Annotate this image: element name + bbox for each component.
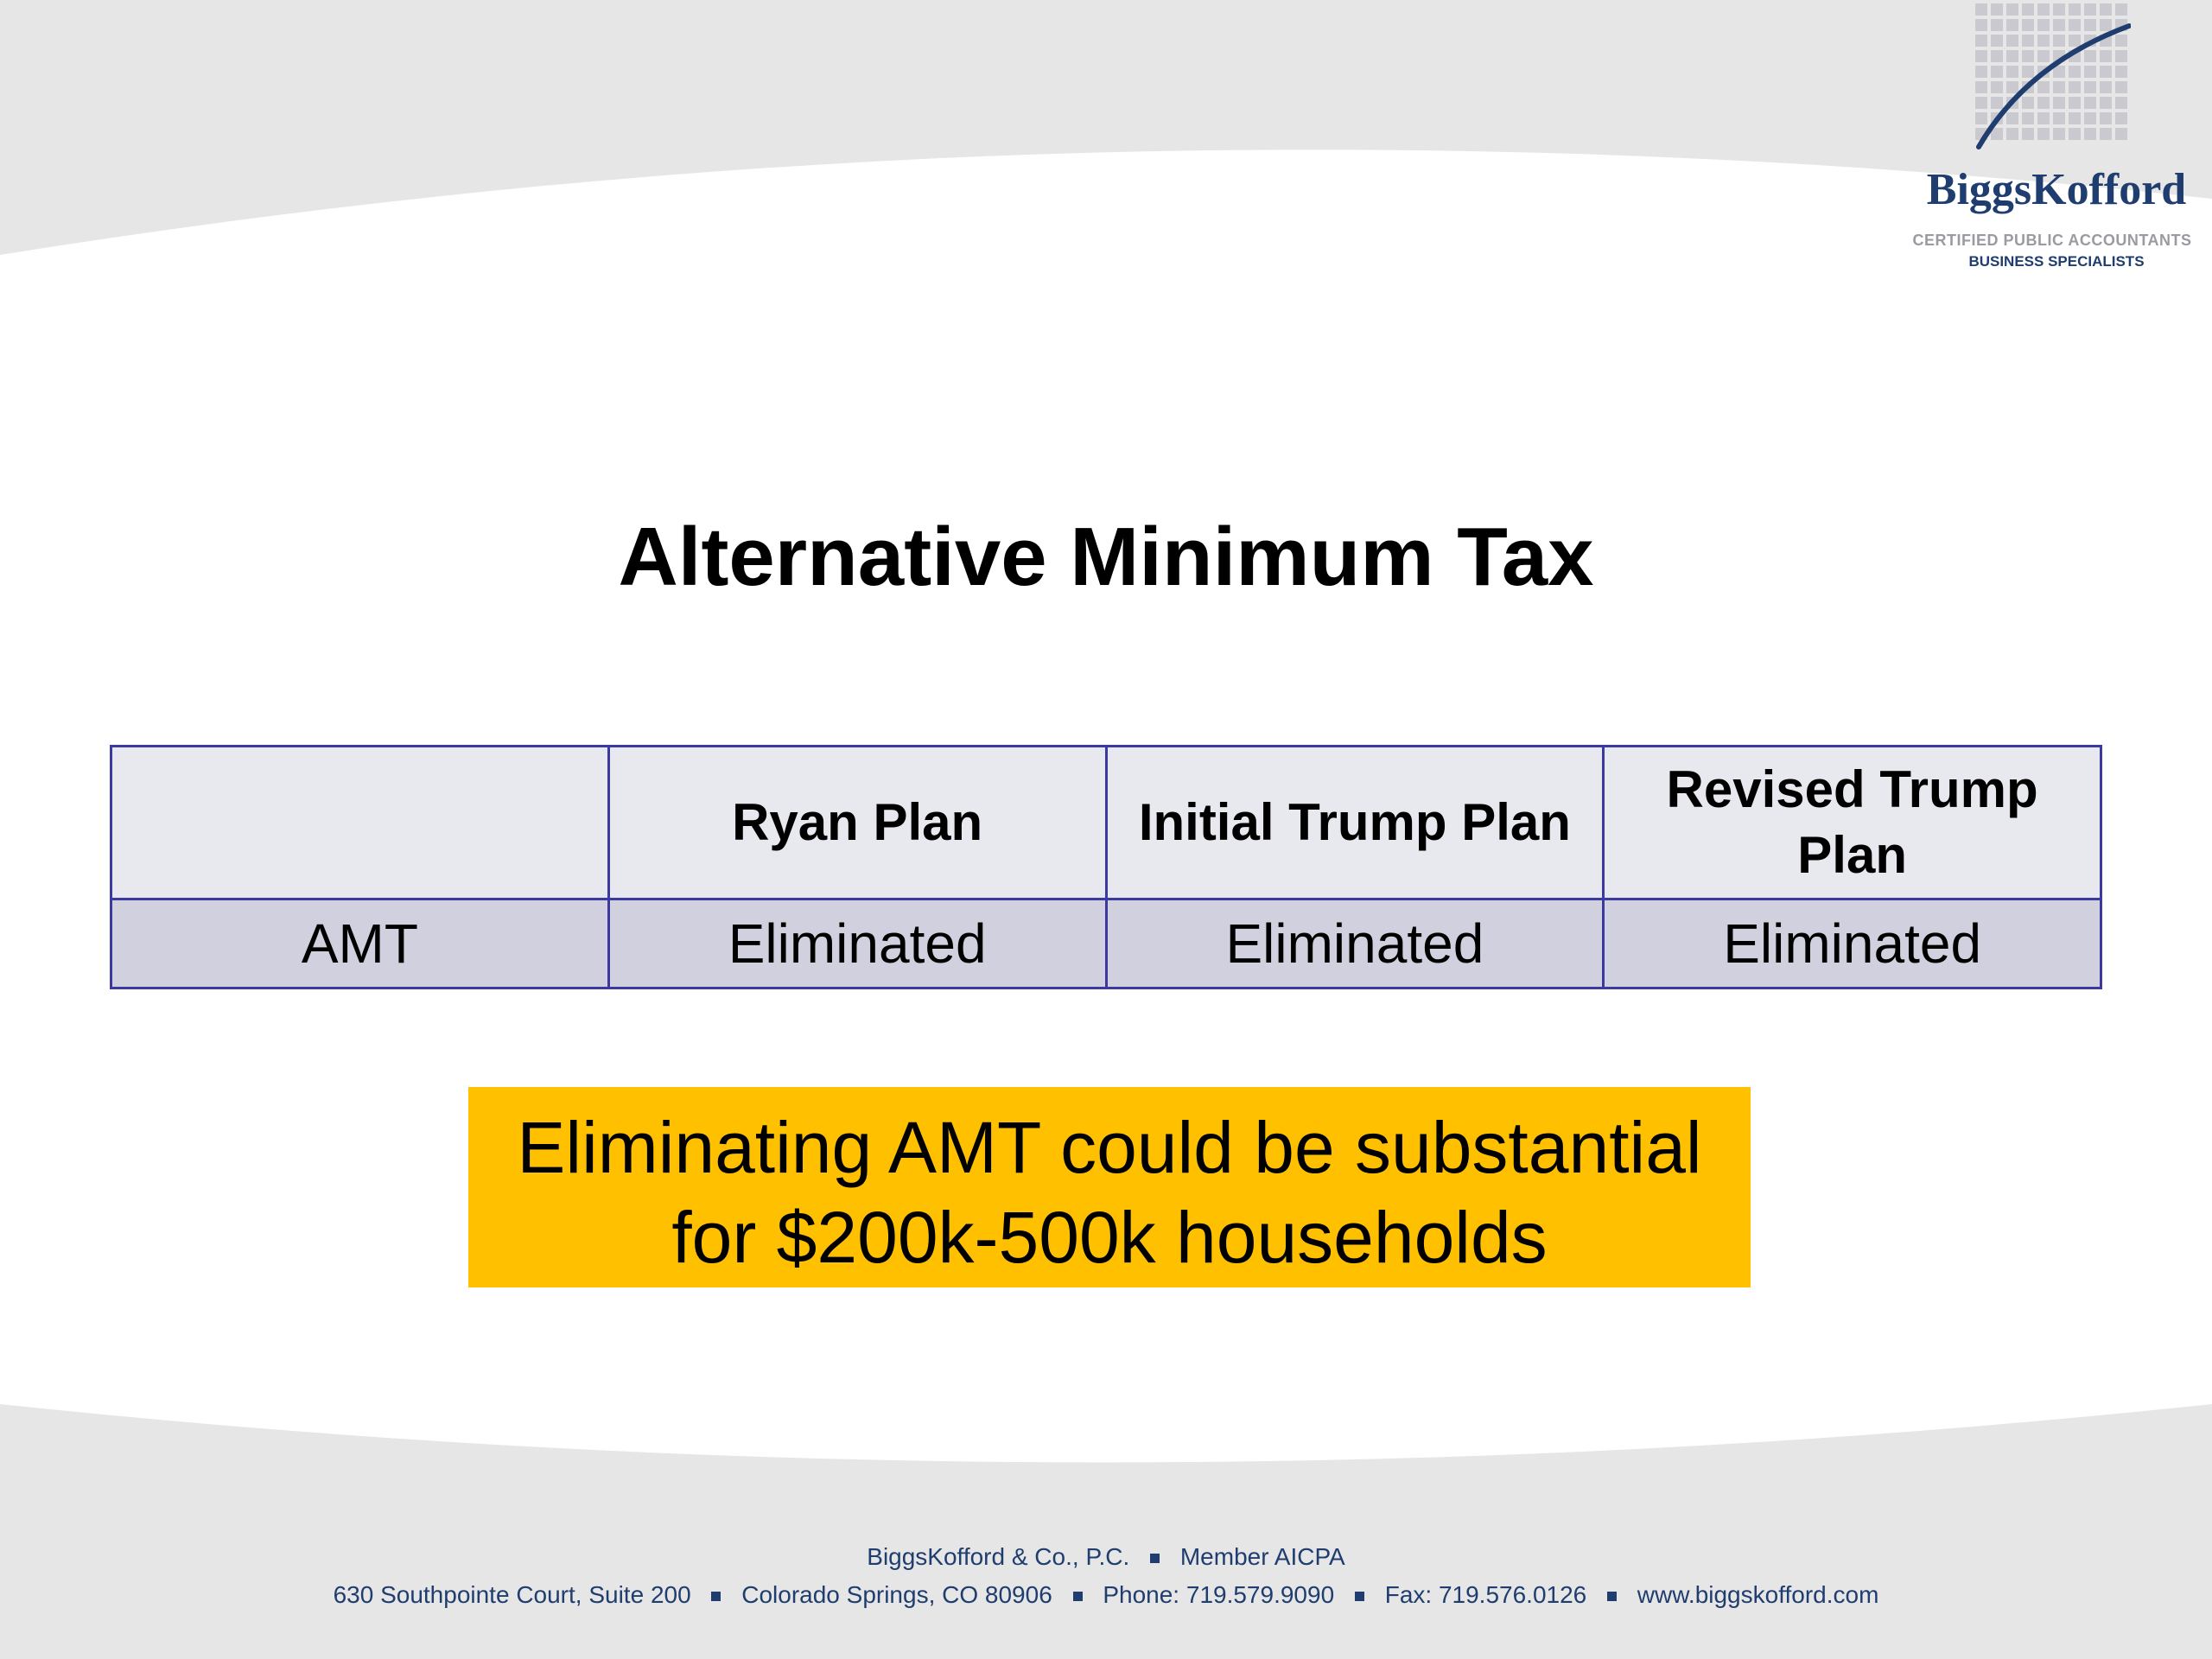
logo-tagline-cpa: CERTIFIED PUBLIC ACCOUNTANTS [1912,232,2192,249]
footer-website-link[interactable]: www.biggskofford.com [1637,1581,1879,1608]
square-bullet-icon [711,1592,721,1601]
highlight-callout [468,1087,1751,1287]
table-header-cell: Ryan Plan [608,747,1106,899]
table-row-label: AMT [111,899,609,988]
footer-city: Colorado Springs, CO 80906 [741,1581,1052,1608]
logo-tagline-business: BUSINESS SPECIALISTS [1968,253,2145,270]
footer [0,1538,2212,1614]
table-header-cell-empty [111,747,609,899]
footer-membership: Member AICPA [1179,1543,1345,1570]
table-cell: Eliminated [1604,899,2101,988]
footer-fax: Fax: 719.576.0126 [1384,1581,1587,1608]
footer-line-2 [0,1576,2212,1614]
table-cell: Eliminated [608,899,1106,988]
footer-phone: Phone: 719.579.9090 [1103,1581,1335,1608]
slide-title: Alternative Minimum Tax [618,511,1594,603]
table-header-cell: Revised Trump Plan [1604,747,2101,899]
footer-line-1 [0,1538,2212,1576]
swoosh-grid-logo-icon [1975,3,2131,150]
square-bullet-icon [1607,1592,1617,1601]
square-bullet-icon [1150,1554,1160,1563]
table-header-row [111,747,2101,899]
square-bullet-icon [1073,1592,1083,1601]
square-bullet-icon [1355,1592,1364,1601]
logo-company-name: BiggsKofford [1926,165,2187,214]
footer-company: BiggsKofford & Co., P.C. [867,1543,1130,1570]
company-logo [1892,0,2212,285]
comparison-table [110,745,2102,989]
footer-address: 630 Southpointe Court, Suite 200 [333,1581,691,1608]
callout-line-2: for $200k-500k households [671,1197,1548,1278]
table-cell: Eliminated [1106,899,1604,988]
callout-line-1: Eliminating AMT could be substantial [517,1107,1702,1188]
table-row [111,899,2101,988]
table-header-cell: Initial Trump Plan [1106,747,1604,899]
